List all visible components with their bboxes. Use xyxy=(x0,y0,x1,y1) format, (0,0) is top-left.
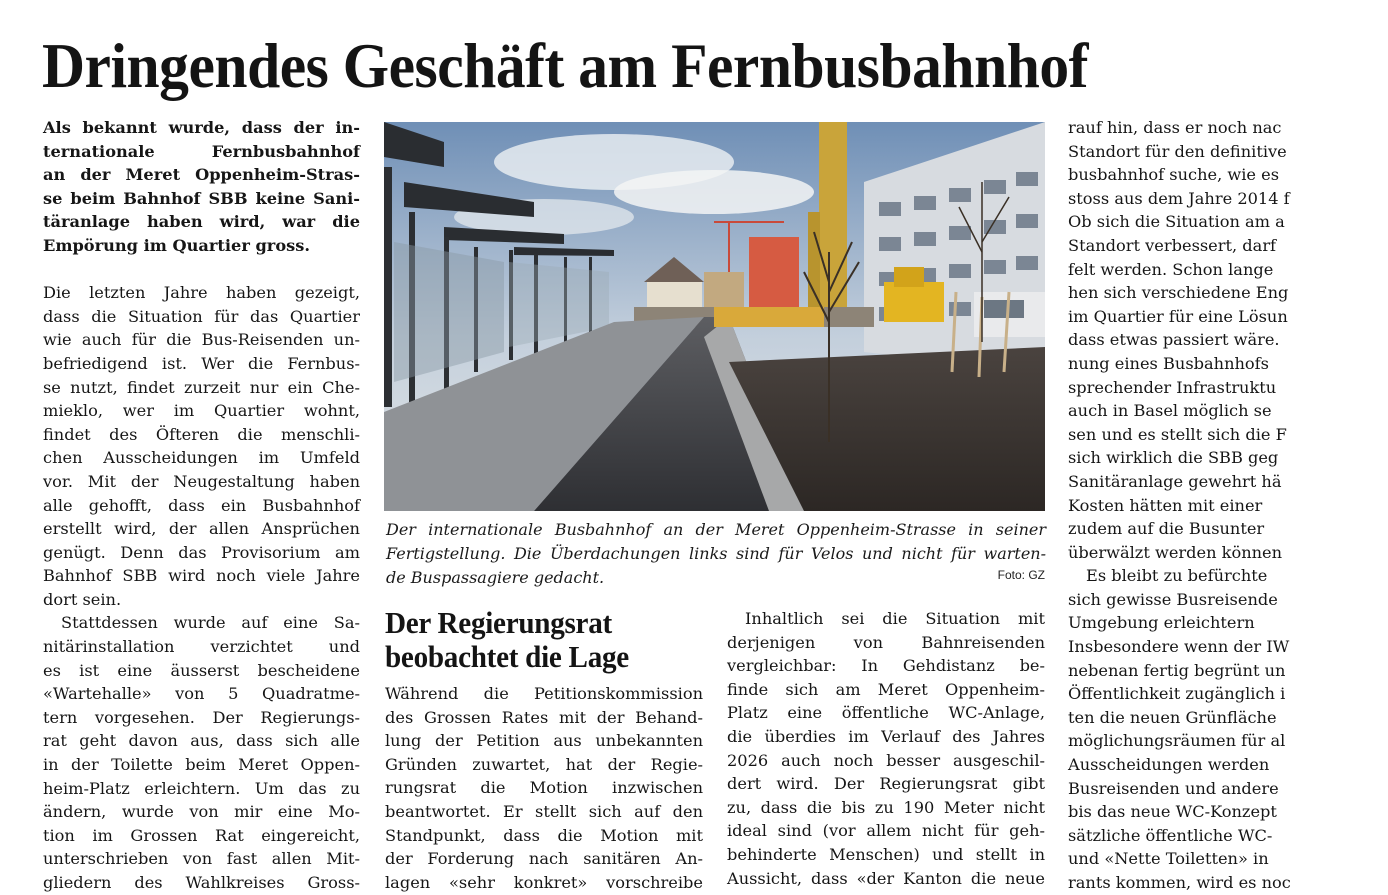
body-line: es ist eine äusserst bescheidene xyxy=(43,660,360,680)
body-line: Sanitäranlage gewehrt hä xyxy=(1068,471,1282,491)
body-line: Standpunkt, dass die Motion mit xyxy=(385,825,703,845)
body-line: rants kommen, wird es noc xyxy=(1068,873,1291,892)
body-line: dass etwas passiert wäre. xyxy=(1068,330,1280,350)
caption-line: Fertigstellung. Die Überdachungen links sind für Velos und nicht für warten- xyxy=(386,544,1046,563)
article-column-3 xyxy=(727,607,1045,890)
body-line: rat geht davon aus, dass sich alle xyxy=(43,731,360,751)
body-line: Stattdessen wurde auf eine Sa- xyxy=(61,613,360,633)
body-line: des Grossen Rates mit der Behand- xyxy=(385,707,703,727)
body-line: unterschrieben von fast allen Mit- xyxy=(43,849,360,869)
body-line: erstellt wird, der allen Ansprüchen xyxy=(43,519,360,539)
lead-paragraph xyxy=(43,116,360,258)
body-line: rungsrat die Motion inzwischen xyxy=(385,778,703,798)
body-line: Standort für den definitive xyxy=(1068,141,1287,161)
body-line: felt werden. Schon lange xyxy=(1068,259,1274,279)
body-line: Es bleibt zu befürchte xyxy=(1086,566,1268,586)
body-text xyxy=(43,281,360,894)
body-line: tern vorgesehen. Der Regierungs- xyxy=(43,707,360,727)
body-line: hen sich verschiedene Eng xyxy=(1068,283,1289,303)
lead-line: an der Meret Oppenheim-Stras- xyxy=(43,165,360,185)
lead-line: ternationale Fernbusbahnhof xyxy=(43,141,360,161)
lead-line: täranlage haben wird, war die xyxy=(43,212,360,232)
body-line: chen Ausscheidungen im Umfeld xyxy=(43,448,360,468)
photo-caption xyxy=(386,518,1046,590)
body-line: Inhaltlich sei die Situation mit xyxy=(745,609,1045,628)
lead-line: Als bekannt wurde, dass der in- xyxy=(43,118,360,137)
subheading-line: Der Regierungsrat xyxy=(385,605,612,640)
body-line: «Wartehalle» von 5 Quadratme- xyxy=(43,684,360,704)
body-line: genügt. Denn das Provisorium am xyxy=(43,542,360,562)
article-photo xyxy=(384,122,1045,511)
body-line: sen und es stellt sich die F xyxy=(1068,424,1287,444)
body-line: sich wirklich die SBB geg xyxy=(1068,448,1279,468)
body-line: der Forderung nach sanitären An- xyxy=(385,849,703,869)
body-line: überwälzt werden können xyxy=(1068,542,1283,562)
body-line: ten die neuen Grünfläche xyxy=(1068,707,1277,727)
body-line: in der Toilette beim Meret Oppen- xyxy=(43,755,360,775)
body-line: dert wird. Der Regierungsrat gibt xyxy=(727,774,1045,794)
body-line: dort sein. xyxy=(43,589,122,609)
body-line: im Quartier für eine Lösun xyxy=(1068,306,1288,326)
lead-line: se beim Bahnhof SBB keine Sani- xyxy=(43,188,360,208)
article-column-1 xyxy=(43,116,360,895)
body-line: finde sich am Meret Oppenheim- xyxy=(727,679,1045,699)
body-line: nebenan fertig begrünt un xyxy=(1068,660,1286,680)
subheading xyxy=(385,606,695,674)
body-line: se nutzt, findet zurzeit nur ein Che- xyxy=(43,377,360,397)
body-line: busbahnhof suche, wie es xyxy=(1068,165,1280,185)
body-line: wie auch für die Bus-Reisenden un- xyxy=(43,330,360,350)
body-line: ideal sind (vor allem nicht für geh- xyxy=(727,821,1045,841)
body-line: Standort verbessert, darf xyxy=(1068,235,1277,255)
bus-station-photo xyxy=(384,122,1045,511)
body-line: rauf hin, dass er noch nac xyxy=(1068,118,1282,137)
body-line: möglichungsräumen für al xyxy=(1068,731,1286,751)
body-line: tion im Grossen Rat eingereicht, xyxy=(43,825,360,845)
body-line: Kosten hätten mit einer xyxy=(1068,495,1263,515)
body-line: findet des Öfteren die menschli- xyxy=(43,424,360,444)
body-line: Platz eine öffentliche WC-Anlage, xyxy=(727,703,1045,723)
body-line: dass die Situation für das Quartier xyxy=(43,306,360,326)
body-line: und «Nette Toiletten» in xyxy=(1068,849,1269,869)
caption-line: Der internationale Busbahnhof an der Meret Oppenheim-Strasse in seiner xyxy=(386,520,1046,539)
body-line: zu, dass die bis zu 190 Meter nicht xyxy=(727,797,1045,817)
body-line: Ausscheidungen werden xyxy=(1068,755,1270,775)
body-line: 2026 auch noch besser ausgeschil- xyxy=(727,750,1045,770)
caption-line: de Buspassagiere gedacht. xyxy=(386,568,605,587)
body-line: mieklo, wer im Quartier wohnt, xyxy=(43,401,360,421)
article-column-2 xyxy=(385,682,703,894)
body-line: auch in Basel möglich se xyxy=(1068,401,1272,421)
body-line: ändern, wurde von mir eine Mo- xyxy=(43,802,360,822)
body-line: Busreisenden und andere xyxy=(1068,778,1279,798)
body-line: Gründen zuwartet, hat der Regie- xyxy=(385,754,703,774)
body-line: lagen «sehr konkret» vorschreibe xyxy=(385,872,703,892)
body-line: bis das neue WC-Konzept xyxy=(1068,802,1277,822)
body-line: stoss aus dem Jahre 2014 f xyxy=(1068,188,1290,208)
body-line: gliedern des Wahlkreises Gross- xyxy=(43,873,360,892)
body-line: Ob sich die Situation am a xyxy=(1068,212,1285,232)
body-line: vor. Mit der Neugestaltung haben xyxy=(43,471,360,491)
body-line: nitärinstallation verzichtet und xyxy=(43,637,360,657)
subheading-line: beobachtet die Lage xyxy=(385,639,629,674)
body-line: sätzliche öffentliche WC- xyxy=(1068,825,1273,845)
body-line: Öffentlichkeit zugänglich i xyxy=(1068,684,1286,704)
body-line: derjenigen von Bahnreisenden xyxy=(727,632,1045,652)
body-line: Insbesondere wenn der IW xyxy=(1068,637,1290,657)
photo-credit: Foto: GZ xyxy=(997,568,1045,582)
body-line: sprechender Infrastruktu xyxy=(1068,377,1277,397)
headline: Dringendes Geschäft am Fernbusbahnhof xyxy=(42,30,1088,101)
article-column-4 xyxy=(1068,116,1309,892)
lead-line: Empörung im Quartier gross. xyxy=(43,235,310,255)
body-line: vergleichbar: In Gehdistanz be- xyxy=(727,656,1045,676)
body-line: heim-Platz erleichtern. Um das zu xyxy=(43,778,360,798)
body-line: sich gewisse Busreisende xyxy=(1068,589,1278,609)
body-line: nung eines Busbahnhofs xyxy=(1068,353,1269,373)
body-line: Bahnhof SBB wird noch viele Jahre xyxy=(43,566,360,586)
body-line: Umgebung erleichtern xyxy=(1068,613,1255,633)
body-line: befriedigend ist. Wer die Fernbus- xyxy=(43,353,360,373)
body-line: Die letzten Jahre haben gezeigt, xyxy=(43,283,360,303)
body-line: behinderte Menschen) und stellt in xyxy=(727,844,1045,864)
body-line: die überdies im Verlauf des Jahres xyxy=(727,726,1045,746)
body-line: zudem auf die Busunter xyxy=(1068,519,1265,539)
body-line: Während die Petitionskommission xyxy=(385,684,703,703)
body-line: Aussicht, dass «der Kanton die neue xyxy=(727,868,1045,888)
body-line: beantwortet. Er stellt sich auf den xyxy=(385,801,703,821)
body-line: lung der Petition aus unbekannten xyxy=(385,731,703,751)
body-line: alle gehofft, dass ein Busbahnhof xyxy=(43,495,360,515)
